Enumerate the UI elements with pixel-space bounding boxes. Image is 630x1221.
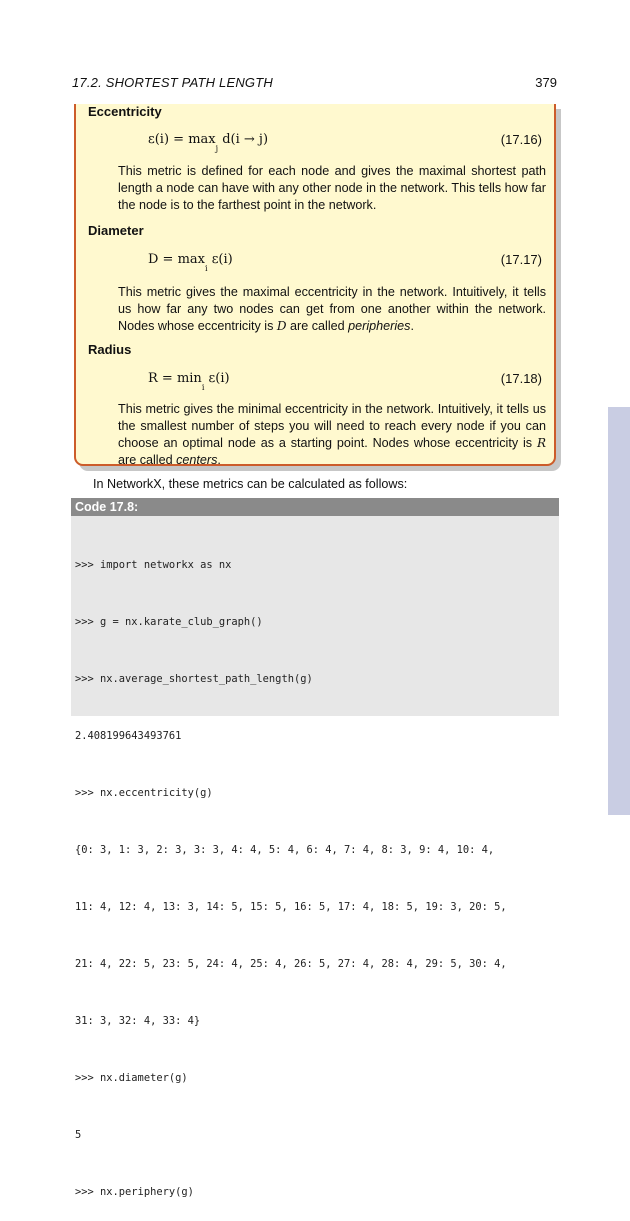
code-line: >>> import networkx as nx xyxy=(75,559,232,571)
code-line: >>> nx.diameter(g) xyxy=(75,1072,188,1084)
radius-title: Radius xyxy=(88,342,132,357)
term-centers: centers xyxy=(176,453,218,467)
eccentricity-equation: $\varepsilon(i) = \max_j d(i \to j)$ xyxy=(148,132,269,153)
chapter-title: 17.2. SHORTEST PATH LENGTH xyxy=(72,75,273,90)
code-line: 31: 3, 32: 4, 33: 4} xyxy=(75,1015,201,1027)
diameter-equation: $D = \max_i \varepsilon(i)$ xyxy=(148,252,233,273)
code-line: >>> nx.periphery(g) xyxy=(75,1186,194,1198)
page-header xyxy=(72,75,557,90)
code-line: >>> g = nx.karate_club_graph() xyxy=(75,616,263,628)
math-D: D xyxy=(276,319,287,333)
definition-box xyxy=(74,104,556,466)
radius-description: This metric gives the minimal eccentricity in the network. Intuitively, it tells us the smallest number of steps you will need to reach every node if you can choose an optimal node as a starting point. Nodes whose eccentricity is R are called centers. xyxy=(118,402,546,467)
eccentricity-title: Eccentricity xyxy=(88,104,162,119)
diameter-title: Diameter xyxy=(88,223,144,238)
equation-number-17-18: (17.18) xyxy=(500,371,542,386)
diameter-description: This metric gives the maximal eccentricity in the network. Intuitively, it tells us how far any two nodes can get from one another within the network. Nodes whose eccentricity is D are called peripheries. xyxy=(118,285,546,333)
equation-number-17-16: (17.16) xyxy=(500,132,542,147)
code-line: >>> nx.eccentricity(g) xyxy=(75,787,213,799)
code-line: 21: 4, 22: 5, 23: 5, 24: 4, 25: 4, 26: 5, 27: 4, 28: 4, 29: 5, 30: 4, xyxy=(75,958,507,970)
eccentricity-description: This metric is defined for each node and gives the maximal shortest path length a node can have with any other node in the network. This tells how far the node is to the farthest point in the network. xyxy=(118,164,546,212)
code-line: 5 xyxy=(75,1129,82,1141)
radius-equation: $R = \min_i \varepsilon(i)$ xyxy=(148,371,230,392)
code-line: 11: 4, 12: 4, 13: 3, 14: 5, 15: 5, 16: 5, 17: 4, 18: 5, 19: 3, 20: 5, xyxy=(75,901,507,913)
math-R: R xyxy=(536,436,546,450)
chapter-thumb-tab xyxy=(608,407,630,815)
term-peripheries: peripheries xyxy=(348,319,411,333)
code-listing xyxy=(71,516,559,1198)
code-line: {0: 3, 1: 3, 2: 3, 3: 3, 4: 4, 5: 4, 6: 4, 7: 4, 8: 3, 9: 4, 10: 4, xyxy=(75,844,495,856)
code-line: 2.408199643493761 xyxy=(75,730,182,742)
intro-text: In NetworkX, these metrics can be calculated as follows: xyxy=(93,477,408,491)
equation-number-17-17: (17.17) xyxy=(500,252,542,267)
page-number: 379 xyxy=(535,75,557,90)
code-listing-title: Code 17.8: xyxy=(71,498,559,516)
code-line: >>> nx.average_shortest_path_length(g) xyxy=(75,673,313,685)
